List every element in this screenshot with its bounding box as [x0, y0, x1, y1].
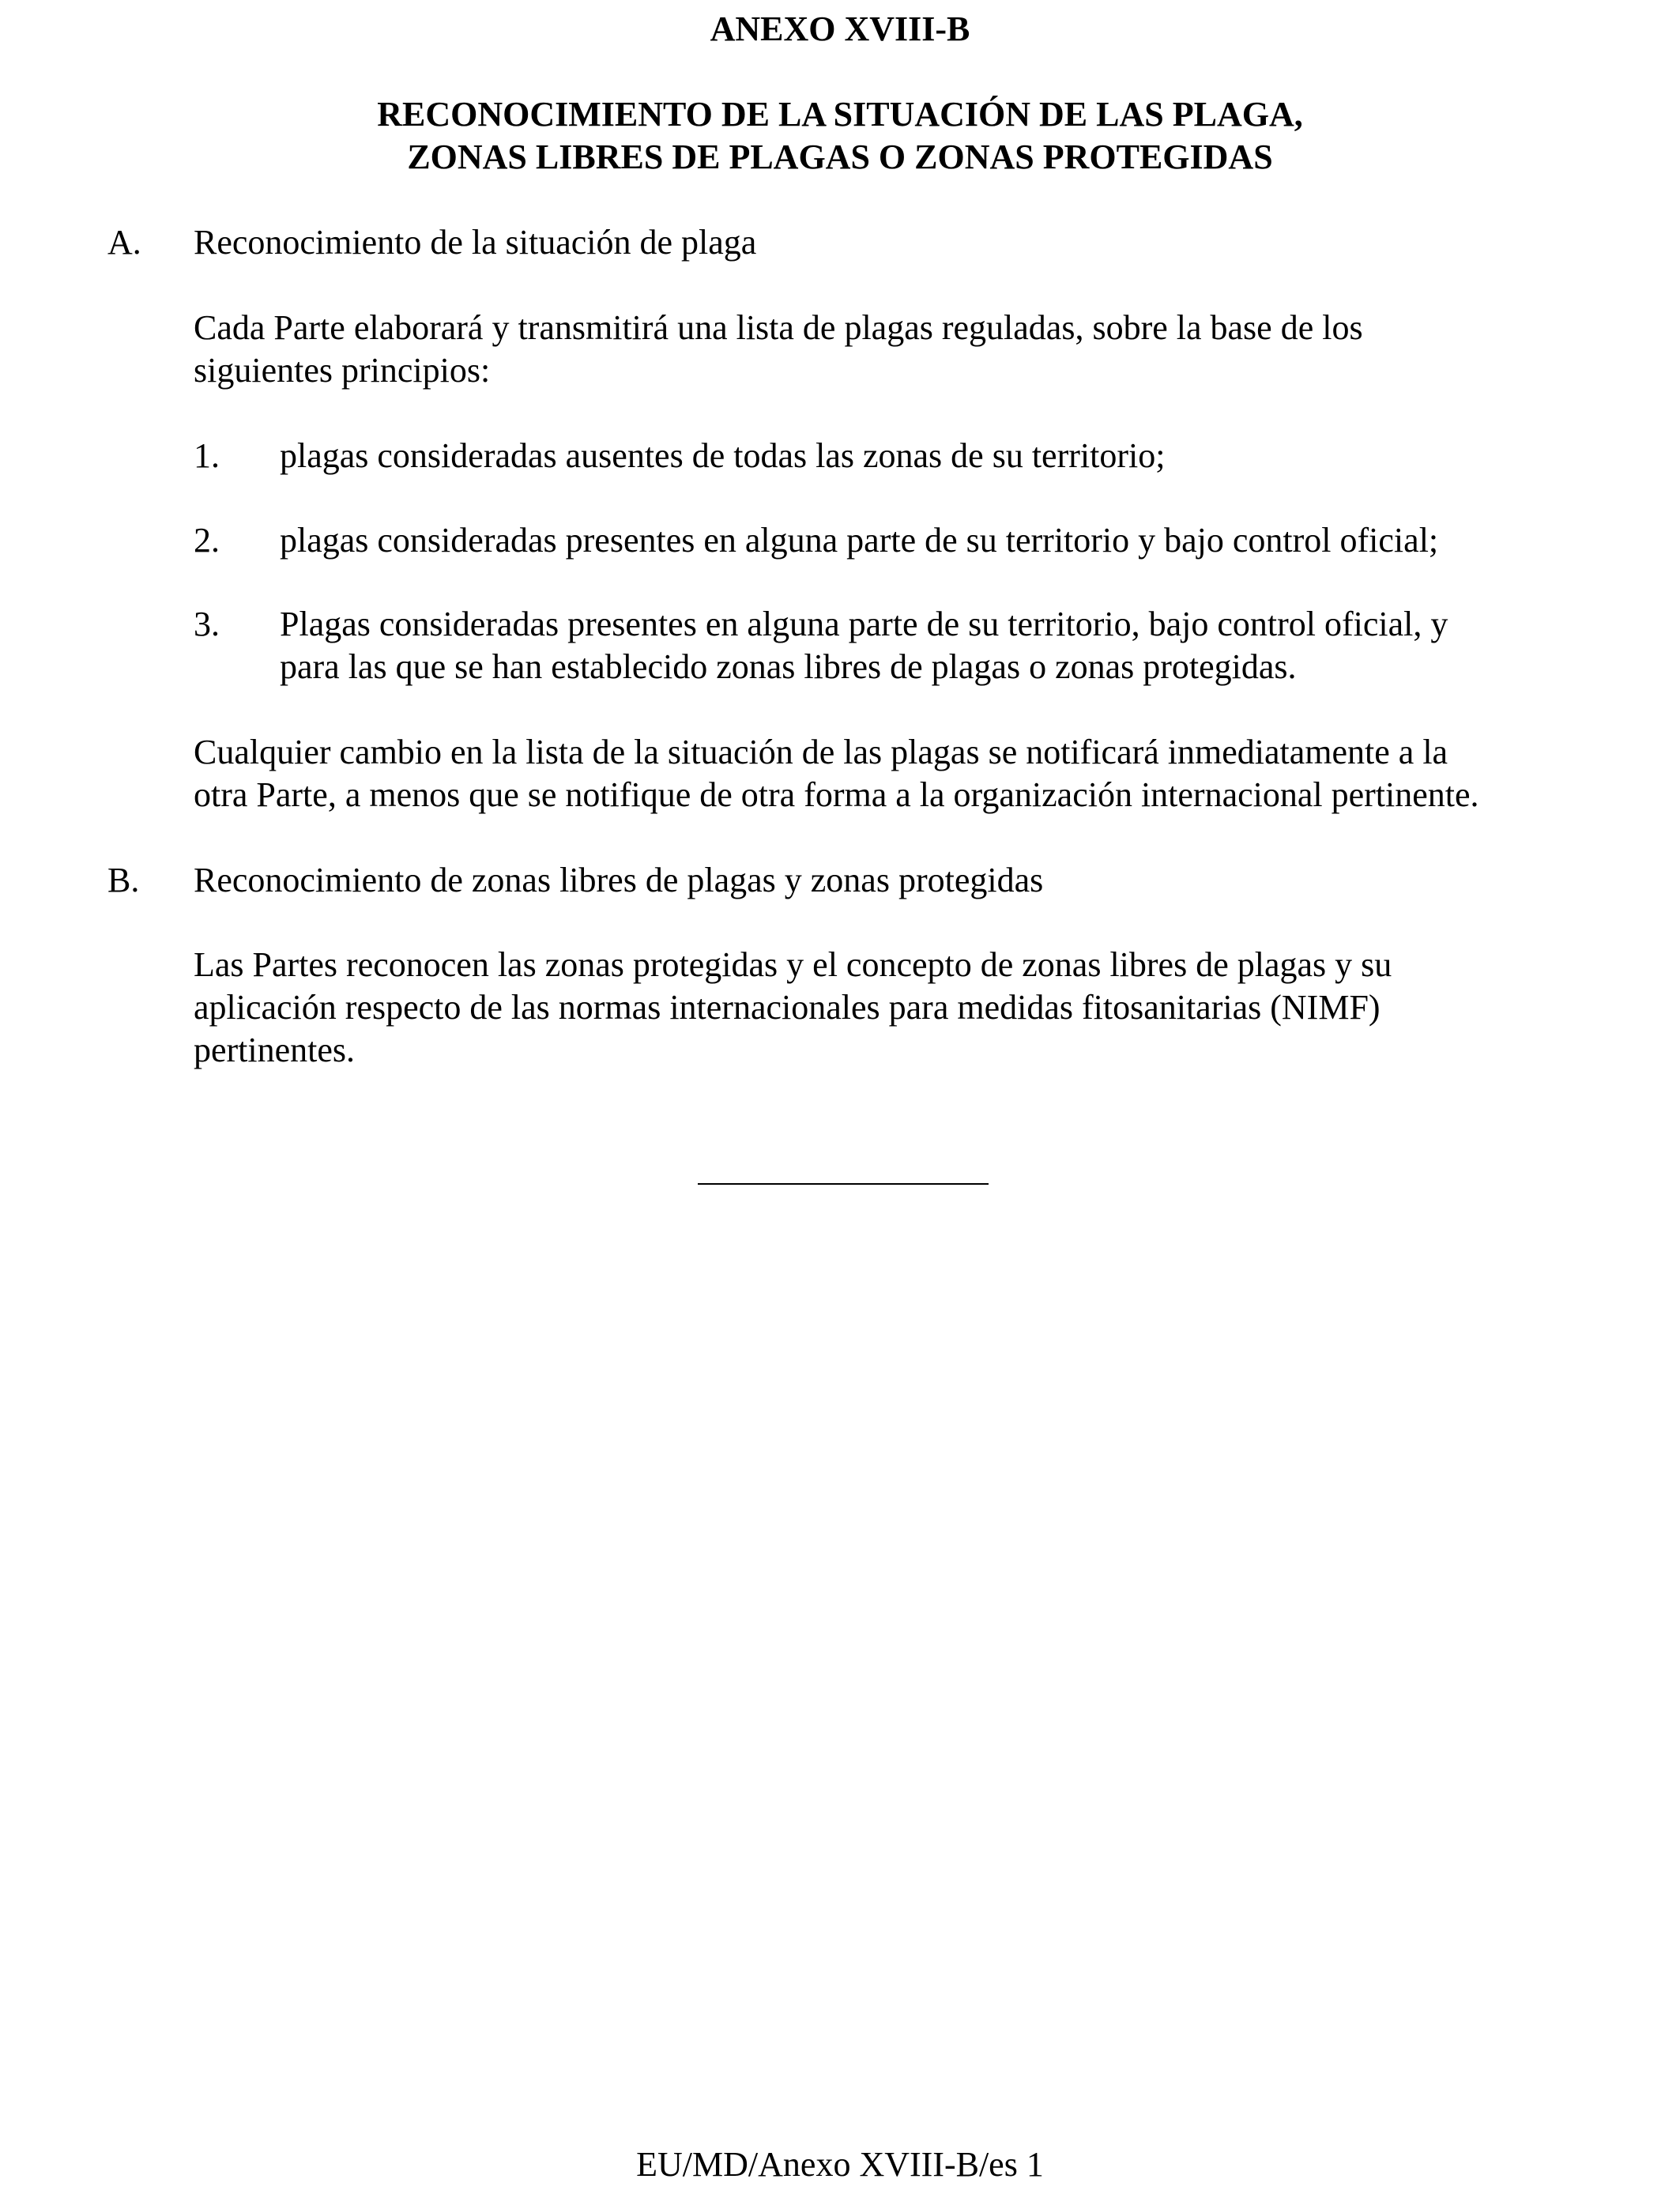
section-b-title: Reconocimiento de zonas libres de plagas y zonas protegidas	[194, 861, 1044, 899]
section-b-letter: B.	[107, 861, 140, 899]
section-b-body-line-3: pertinentes.	[194, 1031, 356, 1069]
section-a-closing-line-1: Cualquier cambio en la lista de la situación de las plagas se notificará inmediatamente a la	[194, 733, 1448, 771]
page-footer: EU/MD/Anexo XVIII-B/es 1	[636, 2145, 1044, 2184]
section-b-body-line-1: Las Partes reconocen las zonas protegidas y el concepto de zonas libres de plagas y su	[194, 945, 1392, 984]
section-a-intro-line-1: Cada Parte elaborará y transmitirá una lista de plagas reguladas, sobre la base de los	[194, 308, 1363, 347]
list-item-2-number: 2.	[194, 521, 220, 560]
list-item-3-number: 3.	[194, 605, 220, 643]
list-item-1-number: 1.	[194, 436, 220, 475]
annex-title: ANEXO XVIII-B	[710, 9, 970, 48]
list-item-2-text: plagas consideradas presentes en alguna parte de su territorio y bajo control oficial;	[280, 521, 1439, 560]
end-separator-line	[698, 1183, 989, 1185]
section-b-body-line-2: aplicación respecto de las normas internacionales para medidas fitosanitarias (NIMF)	[194, 988, 1381, 1027]
list-item-1-text: plagas consideradas ausentes de todas las zonas de su territorio;	[280, 436, 1166, 475]
document-heading-line-2: ZONAS LIBRES DE PLAGAS O ZONAS PROTEGIDAS	[407, 138, 1273, 176]
list-item-3-text-line-1: Plagas consideradas presentes en alguna parte de su territorio, bajo control oficial, y	[280, 605, 1448, 643]
section-a-letter: A.	[107, 223, 141, 262]
section-a-closing-line-2: otra Parte, a menos que se notifique de otra forma a la organización internacional pertinente.	[194, 775, 1479, 814]
section-a-title: Reconocimiento de la situación de plaga	[194, 223, 757, 262]
section-a-intro-line-2: siguientes principios:	[194, 351, 491, 390]
list-item-3-text-line-2: para las que se han establecido zonas libres de plagas o zonas protegidas.	[280, 647, 1297, 686]
document-heading-line-1: RECONOCIMIENTO DE LA SITUACIÓN DE LAS PLAGA,	[377, 95, 1303, 134]
